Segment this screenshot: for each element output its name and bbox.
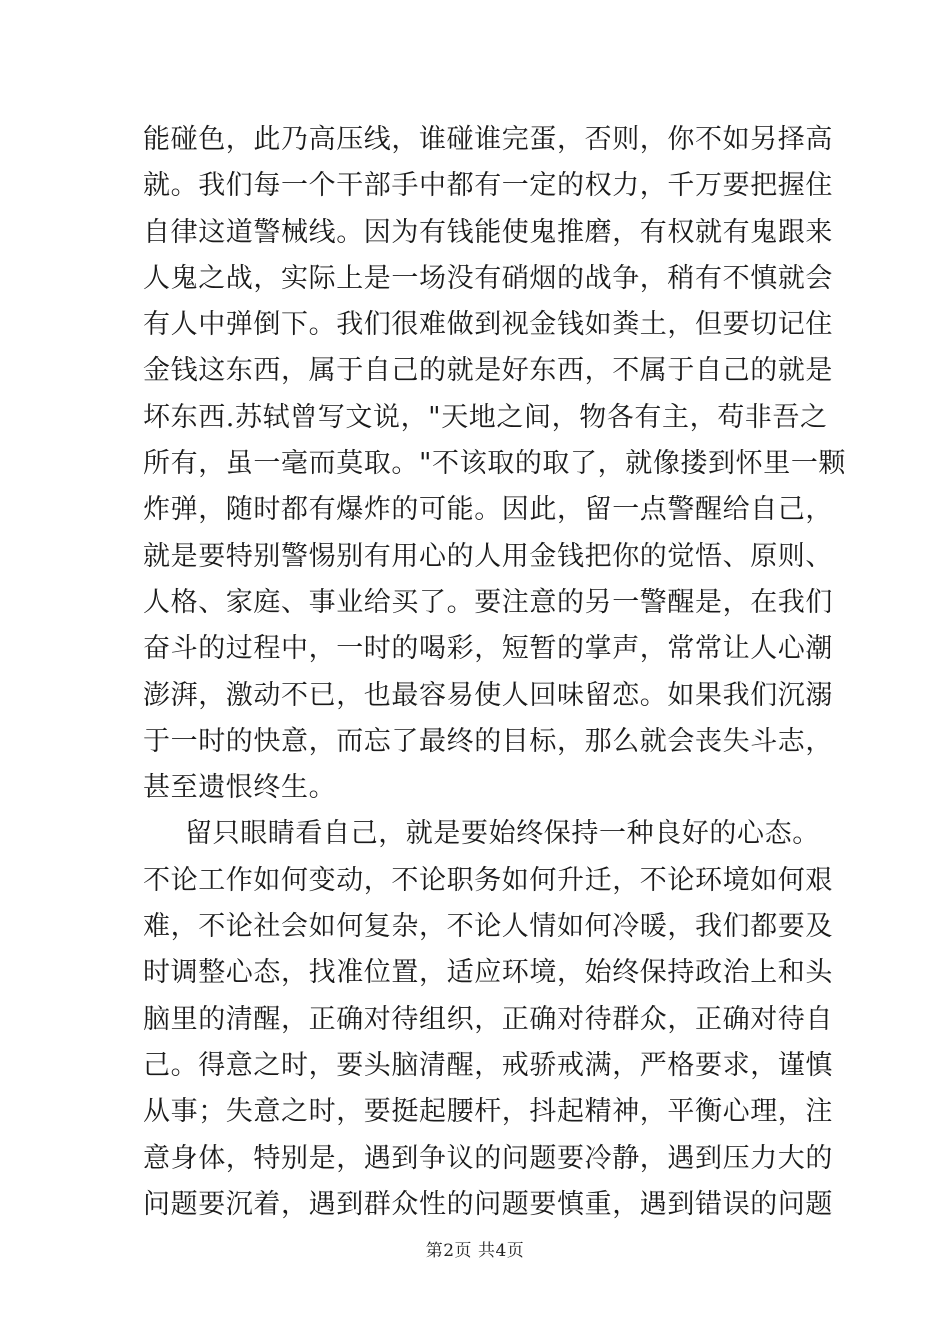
page-footer: 第2页 共4页 <box>425 1241 525 1261</box>
text-line: 留只眼睛看自己，就是要始终保持一种良好的心态。 <box>185 818 820 850</box>
text-line: 坏东西.苏轼曾写文说，"天地之间，物各有主，苟非吾之 <box>143 401 828 433</box>
text-line: 澎湃，激动不已，也最容易使人回味留恋。如果我们沉溺 <box>143 679 833 711</box>
text-line: 甚至遗恨终生。 <box>143 772 337 804</box>
text-line: 难，不论社会如何复杂，不论人情如何冷暖，我们都要及 <box>143 911 833 943</box>
text-line: 所有，虽一毫而莫取。"不该取的取了，就像搂到怀里一颗 <box>143 448 847 480</box>
text-line: 问题要沉着，遇到群众性的问题要慎重，遇到错误的问题 <box>143 1188 833 1220</box>
text-line: 能碰色，此乃高压线，谁碰谁完蛋，否则，你不如另择高 <box>143 124 833 155</box>
paragraph-2 <box>143 811 833 1228</box>
text-line: 就是要特别警惕别有用心的人用金钱把你的觉悟、原则、 <box>143 540 833 572</box>
text-line: 于一时的快意，而忘了最终的目标，那么就会丧失斗志， <box>143 725 833 757</box>
text-line: 人格、家庭、事业给买了。要注意的另一警醒是，在我们 <box>143 586 833 618</box>
text-line: 人鬼之战，实际上是一场没有硝烟的战争，稍有不慎就会 <box>143 262 833 294</box>
text-line: 奋斗的过程中，一时的喝彩，短暂的掌声，常常让人心潮 <box>143 633 833 665</box>
text-line: 有人中弹倒下。我们很难做到视金钱如粪土，但要切记住 <box>143 309 833 341</box>
text-line: 意身体，特别是，遇到争议的问题要冷静，遇到压力大的 <box>143 1142 833 1174</box>
text-line: 不论工作如何变动，不论职务如何升迁，不论环境如何艰 <box>143 864 833 896</box>
text-line: 金钱这东西，属于自己的就是好东西，不属于自己的就是 <box>143 355 833 387</box>
text-line: 脑里的清醒，正确对待组织，正确对待群众，正确对待自 <box>143 1003 833 1035</box>
body-text <box>143 117 847 1228</box>
text-line: 从事；失意之时，要挺起腰杆，抖起精神，平衡心理，注 <box>143 1096 833 1128</box>
text-line: 时调整心态，找准位置，适应环境，始终保持政治上和头 <box>143 957 833 989</box>
text-line: 就。我们每一个干部手中都有一定的权力，千万要把握住 <box>143 170 833 202</box>
text-line: 己。得意之时，要头脑清醒，戒骄戒满，严格要求，谨慎 <box>143 1049 833 1081</box>
paragraph-1 <box>143 117 847 811</box>
text-line: 自律这道警械线。因为有钱能使鬼推磨，有权就有鬼跟来 <box>143 216 833 248</box>
text-line: 炸弹，随时都有爆炸的可能。因此，留一点警醒给自己， <box>143 494 833 526</box>
